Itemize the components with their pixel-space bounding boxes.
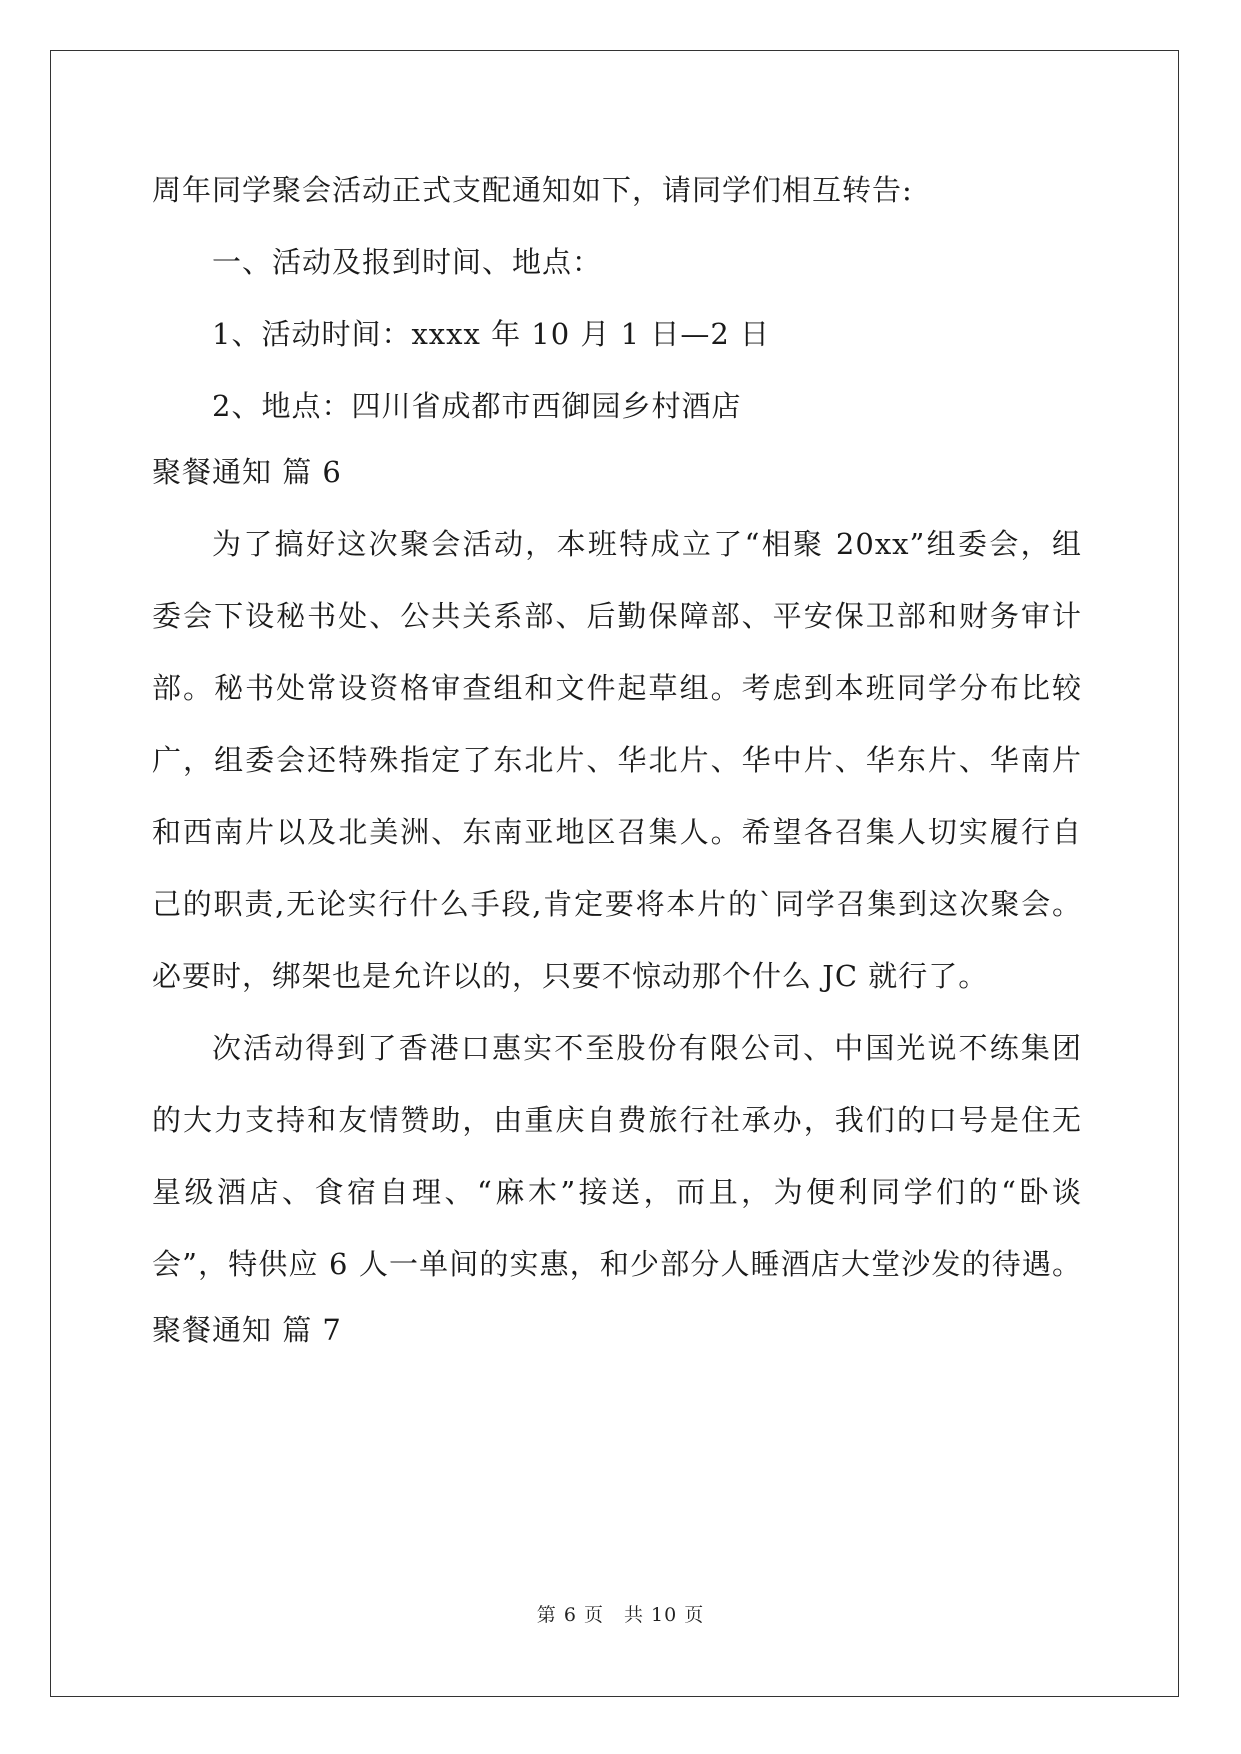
article-heading: 聚餐通知 篇 7 xyxy=(152,1313,342,1347)
article-heading: 聚餐通知 篇 6 xyxy=(152,455,342,489)
paragraph-line: 为了搞好这次聚会活动，本班特成立了“相聚 20xx”组委会，组 xyxy=(212,527,1082,561)
list-item: 2、地点：四川省成都市西御园乡村酒店 xyxy=(212,389,742,423)
paragraph-line: 必要时，绑架也是允许以的，只要不惊动那个什么 JC 就行了。 xyxy=(152,959,989,993)
paragraph-line: 己的职责,无论实行什么手段,肯定要将本片的`同学召集到这次聚会。 xyxy=(152,887,1082,921)
paragraph-line: 委会下设秘书处、公共关系部、后勤保障部、平安保卫部和财务审计 xyxy=(152,599,1082,633)
paragraph-line: 和西南片以及北美洲、东南亚地区召集人。希望各召集人切实履行自 xyxy=(152,815,1082,849)
page-number: 第 6 页 共 10 页 xyxy=(536,1604,705,1626)
section-heading: 一、活动及报到时间、地点： xyxy=(212,245,603,279)
paragraph-line: 的大力支持和友情赞助，由重庆自费旅行社承办，我们的口号是住无 xyxy=(152,1103,1082,1137)
list-item: 1、活动时间：xxxx 年 10 月 1 日—2 日 xyxy=(212,317,770,351)
paragraph-line: 周年同学聚会活动正式支配通知如下，请同学们相互转告: xyxy=(152,173,913,207)
paragraph-line: 星级酒店、食宿自理、“麻木”接送，而且，为便利同学们的“卧谈 xyxy=(152,1175,1082,1209)
paragraph-line: 次活动得到了香港口惠实不至股份有限公司、中国光说不练集团 xyxy=(212,1031,1082,1065)
paragraph-line: 部。秘书处常设资格审查组和文件起草组。考虑到本班同学分布比较 xyxy=(152,671,1082,705)
paragraph-line: 广，组委会还特殊指定了东北片、华北片、华中片、华东片、华南片 xyxy=(152,743,1082,777)
page-border xyxy=(50,50,1179,1697)
paragraph-line: 会”，特供应 6 人一单间的实惠，和少部分人睡酒店大堂沙发的待遇。 xyxy=(152,1247,1082,1281)
